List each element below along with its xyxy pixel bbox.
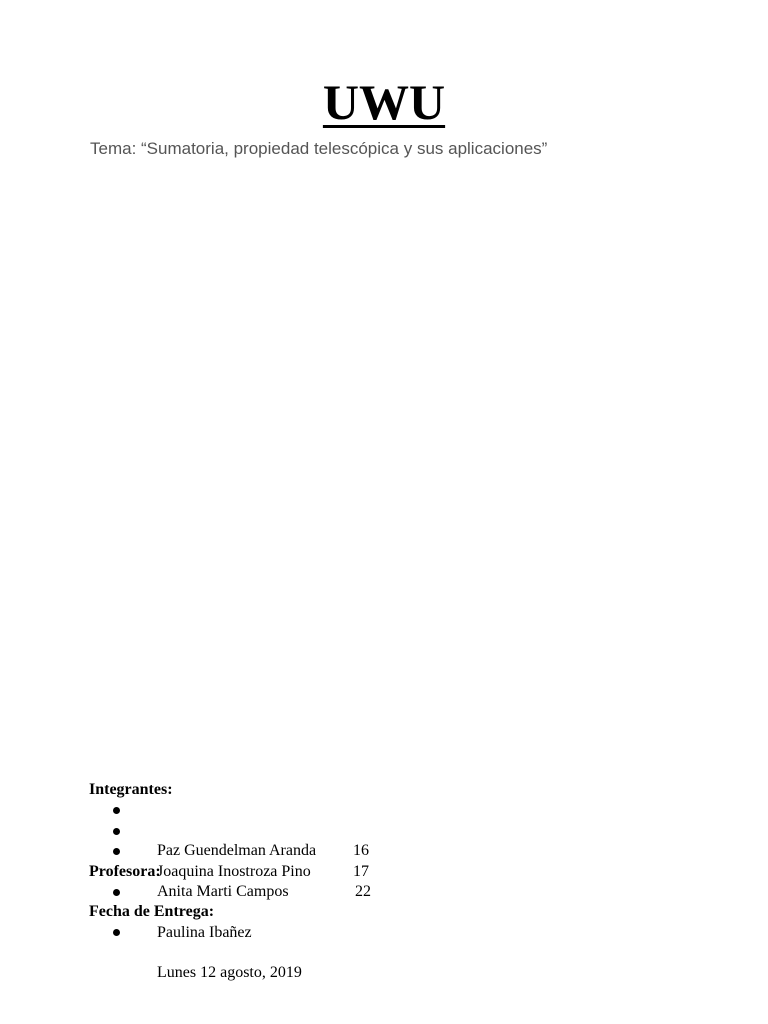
fecha-label: Fecha de Entrega:	[89, 903, 215, 920]
document-title-wrapper	[0, 74, 768, 130]
member-number: 17	[353, 862, 369, 880]
bullet-icon	[113, 828, 120, 835]
member-name: Joaquina Inostroza Pino	[157, 862, 311, 880]
member-name: Anita Marti Campos	[157, 883, 289, 900]
integrantes-label: Integrantes:	[89, 781, 173, 798]
member-number: 16	[353, 842, 369, 859]
list-item	[89, 800, 371, 859]
document-title: UWU	[322, 74, 446, 130]
member-number: 22	[355, 883, 371, 900]
teacher-name: Paulina Ibañez	[157, 923, 252, 941]
document-subtitle: Tema: “Sumatoria, propiedad telescópica y sus aplicaciones”	[90, 139, 548, 158]
details-section	[89, 780, 371, 981]
bullet-icon	[113, 889, 120, 896]
bullet-icon	[113, 807, 120, 814]
due-date: Lunes 12 agosto, 2019	[157, 964, 302, 981]
bullet-icon	[113, 929, 120, 936]
member-name: Paz Guendelman Aranda	[157, 842, 317, 859]
profesora-label: Profesora:	[89, 862, 161, 880]
list-item	[89, 922, 371, 981]
bullet-icon	[113, 848, 120, 855]
